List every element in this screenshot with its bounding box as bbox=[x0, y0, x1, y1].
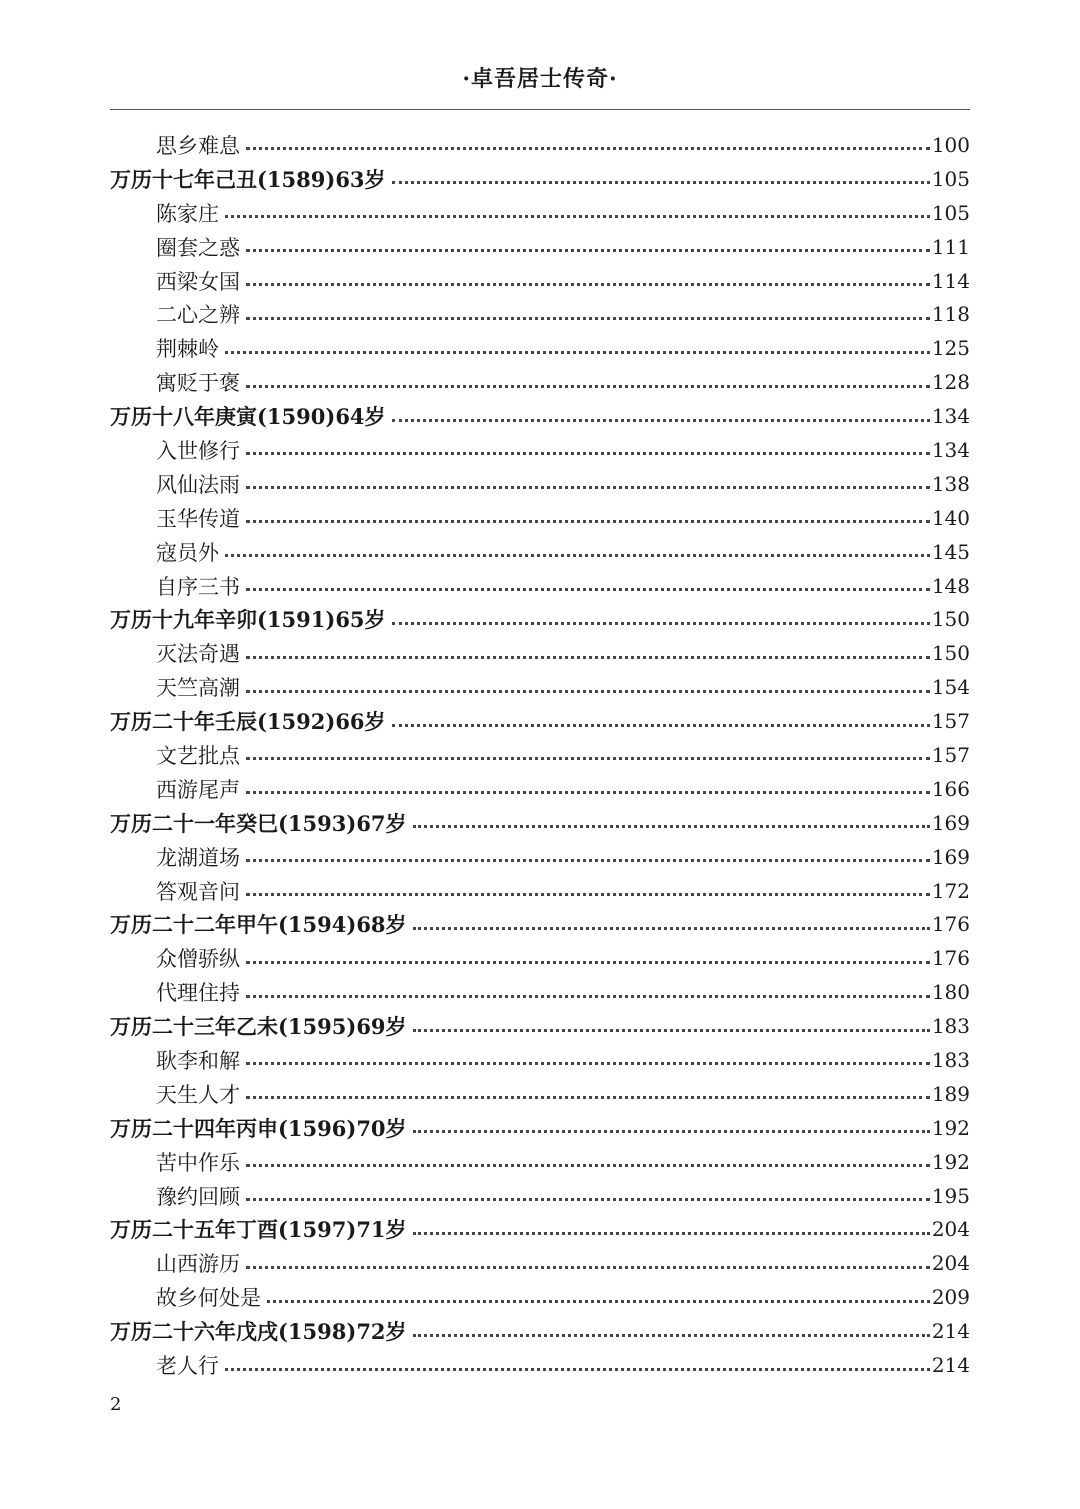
toc-entry-page: 105 bbox=[931, 166, 970, 191]
toc-entry-title: 万历二十二年甲午(1594)68岁 bbox=[110, 912, 407, 938]
dot-leader bbox=[246, 1164, 930, 1167]
toc-entry-title: 豫约回顾 bbox=[156, 1184, 240, 1209]
dot-leader bbox=[246, 995, 930, 998]
toc-section-entry bbox=[110, 196, 970, 230]
toc-entry-page: 138 bbox=[931, 471, 970, 496]
toc-entry-page: 145 bbox=[931, 539, 970, 564]
toc-section-entry bbox=[110, 941, 970, 975]
toc-section-entry bbox=[110, 1179, 970, 1213]
toc-section-entry bbox=[110, 670, 970, 704]
dot-leader bbox=[246, 317, 930, 320]
dot-leader bbox=[246, 893, 930, 896]
toc-entry-page: 111 bbox=[931, 234, 970, 259]
toc-entry-title: 山西游历 bbox=[156, 1252, 240, 1277]
toc-entry-title: 二心之辨 bbox=[156, 303, 240, 328]
toc-section-entry bbox=[110, 874, 970, 908]
toc-section-entry bbox=[110, 264, 970, 298]
dot-leader bbox=[246, 961, 930, 964]
toc-chapter-entry bbox=[110, 1213, 970, 1247]
dot-leader bbox=[246, 486, 930, 489]
toc-chapter-entry bbox=[110, 1111, 970, 1145]
dot-leader bbox=[246, 588, 930, 591]
dot-leader bbox=[413, 1130, 930, 1133]
toc-entry-page: 118 bbox=[931, 302, 970, 327]
toc-section-entry bbox=[110, 569, 970, 603]
toc-chapter-entry bbox=[110, 1314, 970, 1348]
toc-entry-page: 204 bbox=[931, 1217, 970, 1242]
toc-entry-title: 万历二十四年丙申(1596)70岁 bbox=[110, 1115, 407, 1141]
toc-entry-title: 入世修行 bbox=[156, 438, 240, 463]
dot-leader bbox=[413, 1334, 930, 1337]
toc-entry-title: 陈家庄 bbox=[156, 201, 219, 226]
toc-entry-page: 105 bbox=[931, 200, 970, 225]
toc-entry-page: 172 bbox=[931, 878, 970, 903]
toc-entry-page: 195 bbox=[931, 1183, 970, 1208]
toc-entry-title: 代理住持 bbox=[156, 981, 240, 1006]
toc-entry-title: 圈套之惑 bbox=[156, 235, 240, 260]
toc-entry-title: 荆棘岭 bbox=[156, 337, 219, 362]
dot-leader bbox=[246, 859, 930, 862]
dot-leader bbox=[246, 147, 930, 150]
toc-entry-title: 自序三书 bbox=[156, 574, 240, 599]
table-of-contents bbox=[110, 128, 970, 1382]
toc-entry-title: 文艺批点 bbox=[156, 743, 240, 768]
dot-leader bbox=[413, 825, 930, 828]
toc-section-entry bbox=[110, 975, 970, 1009]
toc-entry-page: 157 bbox=[931, 742, 970, 767]
toc-entry-title: 万历二十五年丁酉(1597)71岁 bbox=[110, 1217, 407, 1243]
toc-section-entry bbox=[110, 772, 970, 806]
toc-entry-title: 耿李和解 bbox=[156, 1048, 240, 1073]
toc-entry-page: 176 bbox=[931, 946, 970, 971]
dot-leader bbox=[267, 1300, 930, 1303]
toc-chapter-entry bbox=[110, 704, 970, 738]
toc-entry-title: 寇员外 bbox=[156, 540, 219, 565]
toc-entry-page: 214 bbox=[931, 1319, 970, 1344]
toc-section-entry bbox=[110, 297, 970, 331]
toc-entry-title: 龙湖道场 bbox=[156, 845, 240, 870]
toc-entry-title: 万历十七年己丑(1589)63岁 bbox=[110, 166, 386, 192]
toc-entry-title: 万历二十一年癸巳(1593)67岁 bbox=[110, 810, 407, 836]
dot-leader bbox=[246, 283, 930, 286]
toc-entry-title: 万历二十三年乙未(1595)69岁 bbox=[110, 1014, 407, 1040]
toc-entry-title: 灭法奇遇 bbox=[156, 642, 240, 667]
toc-entry-title: 万历十八年庚寅(1590)64岁 bbox=[110, 404, 386, 430]
toc-chapter-entry bbox=[110, 399, 970, 433]
toc-section-entry bbox=[110, 1280, 970, 1314]
dot-leader bbox=[413, 1232, 930, 1235]
dot-leader bbox=[392, 622, 930, 625]
page-number: 2 bbox=[110, 1394, 122, 1415]
dot-leader bbox=[225, 351, 930, 354]
toc-entry-page: 169 bbox=[931, 810, 970, 835]
toc-chapter-entry bbox=[110, 806, 970, 840]
toc-entry-title: 天生人才 bbox=[156, 1082, 240, 1107]
toc-entry-title: 天竺高潮 bbox=[156, 676, 240, 701]
toc-entry-title: 风仙法雨 bbox=[156, 472, 240, 497]
toc-entry-title: 万历十九年辛卯(1591)65岁 bbox=[110, 607, 386, 633]
dot-leader bbox=[392, 724, 930, 727]
toc-entry-page: 134 bbox=[931, 404, 970, 429]
toc-entry-page: 150 bbox=[931, 607, 970, 632]
dot-leader bbox=[246, 757, 930, 760]
dot-leader bbox=[246, 1096, 930, 1099]
dot-leader bbox=[246, 1198, 930, 1201]
toc-chapter-entry bbox=[110, 602, 970, 636]
toc-entry-page: 140 bbox=[931, 505, 970, 530]
toc-entry-page: 176 bbox=[931, 912, 970, 937]
toc-section-entry bbox=[110, 331, 970, 365]
toc-section-entry bbox=[110, 365, 970, 399]
dot-leader bbox=[225, 1368, 930, 1371]
toc-entry-page: 192 bbox=[931, 1115, 970, 1140]
toc-section-entry bbox=[110, 1145, 970, 1179]
toc-entry-title: 西游尾声 bbox=[156, 777, 240, 802]
toc-section-entry bbox=[110, 738, 970, 772]
toc-entry-title: 众僧骄纵 bbox=[156, 947, 240, 972]
toc-chapter-entry bbox=[110, 162, 970, 196]
dot-leader bbox=[246, 1266, 930, 1269]
toc-entry-title: 答观音问 bbox=[156, 879, 240, 904]
toc-entry-page: 183 bbox=[931, 1014, 970, 1039]
toc-section-entry bbox=[110, 840, 970, 874]
toc-entry-page: 157 bbox=[931, 709, 970, 734]
toc-entry-title: 思乡难息 bbox=[156, 133, 240, 158]
toc-entry-page: 125 bbox=[931, 336, 970, 361]
toc-entry-page: 180 bbox=[931, 980, 970, 1005]
dot-leader bbox=[246, 385, 930, 388]
dot-leader bbox=[246, 452, 930, 455]
running-header: ·卓吾居士传奇· bbox=[462, 66, 618, 92]
dot-leader bbox=[246, 1062, 930, 1065]
toc-entry-page: 209 bbox=[931, 1285, 970, 1310]
toc-section-entry bbox=[110, 1077, 970, 1111]
toc-entry-page: 204 bbox=[931, 1251, 970, 1276]
dot-leader bbox=[225, 215, 930, 218]
toc-section-entry bbox=[110, 1246, 970, 1280]
toc-section-entry bbox=[110, 636, 970, 670]
toc-chapter-entry bbox=[110, 1009, 970, 1043]
toc-entry-page: 192 bbox=[931, 1149, 970, 1174]
dot-leader bbox=[392, 181, 930, 184]
header-divider bbox=[110, 109, 970, 110]
toc-entry-page: 150 bbox=[931, 641, 970, 666]
toc-entry-title: 西梁女国 bbox=[156, 269, 240, 294]
toc-entry-page: 154 bbox=[931, 675, 970, 700]
toc-entry-title: 老人行 bbox=[156, 1354, 219, 1378]
dot-leader bbox=[246, 520, 930, 523]
toc-section-entry bbox=[110, 128, 970, 162]
toc-entry-page: 183 bbox=[931, 1047, 970, 1072]
toc-section-entry bbox=[110, 535, 970, 569]
dot-leader bbox=[413, 1029, 930, 1032]
toc-entry-title: 万历二十年壬辰(1592)66岁 bbox=[110, 709, 386, 735]
dot-leader bbox=[225, 554, 930, 557]
toc-entry-title: 玉华传道 bbox=[156, 506, 240, 531]
toc-entry-title: 故乡何处是 bbox=[156, 1286, 261, 1311]
dot-leader bbox=[246, 656, 930, 659]
toc-section-entry bbox=[110, 433, 970, 467]
dot-leader bbox=[246, 791, 930, 794]
toc-entry-page: 114 bbox=[931, 268, 970, 293]
dot-leader bbox=[246, 690, 930, 693]
toc-entry-page: 134 bbox=[931, 437, 970, 462]
toc-entry-page: 148 bbox=[931, 573, 970, 598]
toc-entry-page: 128 bbox=[931, 370, 970, 395]
toc-section-entry bbox=[110, 230, 970, 264]
toc-entry-page: 169 bbox=[931, 844, 970, 869]
toc-entry-page: 189 bbox=[931, 1081, 970, 1106]
dot-leader bbox=[246, 249, 930, 252]
toc-chapter-entry bbox=[110, 907, 970, 941]
toc-entry-page: 166 bbox=[931, 776, 970, 801]
dot-leader bbox=[392, 419, 930, 422]
toc-entry-title: 万历二十六年戊戌(1598)72岁 bbox=[110, 1319, 407, 1345]
toc-entry-title: 寓贬于褒 bbox=[156, 371, 240, 396]
toc-section-entry bbox=[110, 1348, 970, 1382]
toc-section-entry bbox=[110, 467, 970, 501]
toc-entry-page: 100 bbox=[931, 132, 970, 157]
toc-section-entry bbox=[110, 1043, 970, 1077]
dot-leader bbox=[413, 927, 930, 930]
toc-section-entry bbox=[110, 501, 970, 535]
toc-entry-title: 苦中作乐 bbox=[156, 1150, 240, 1175]
toc-entry-page: 214 bbox=[931, 1353, 970, 1377]
